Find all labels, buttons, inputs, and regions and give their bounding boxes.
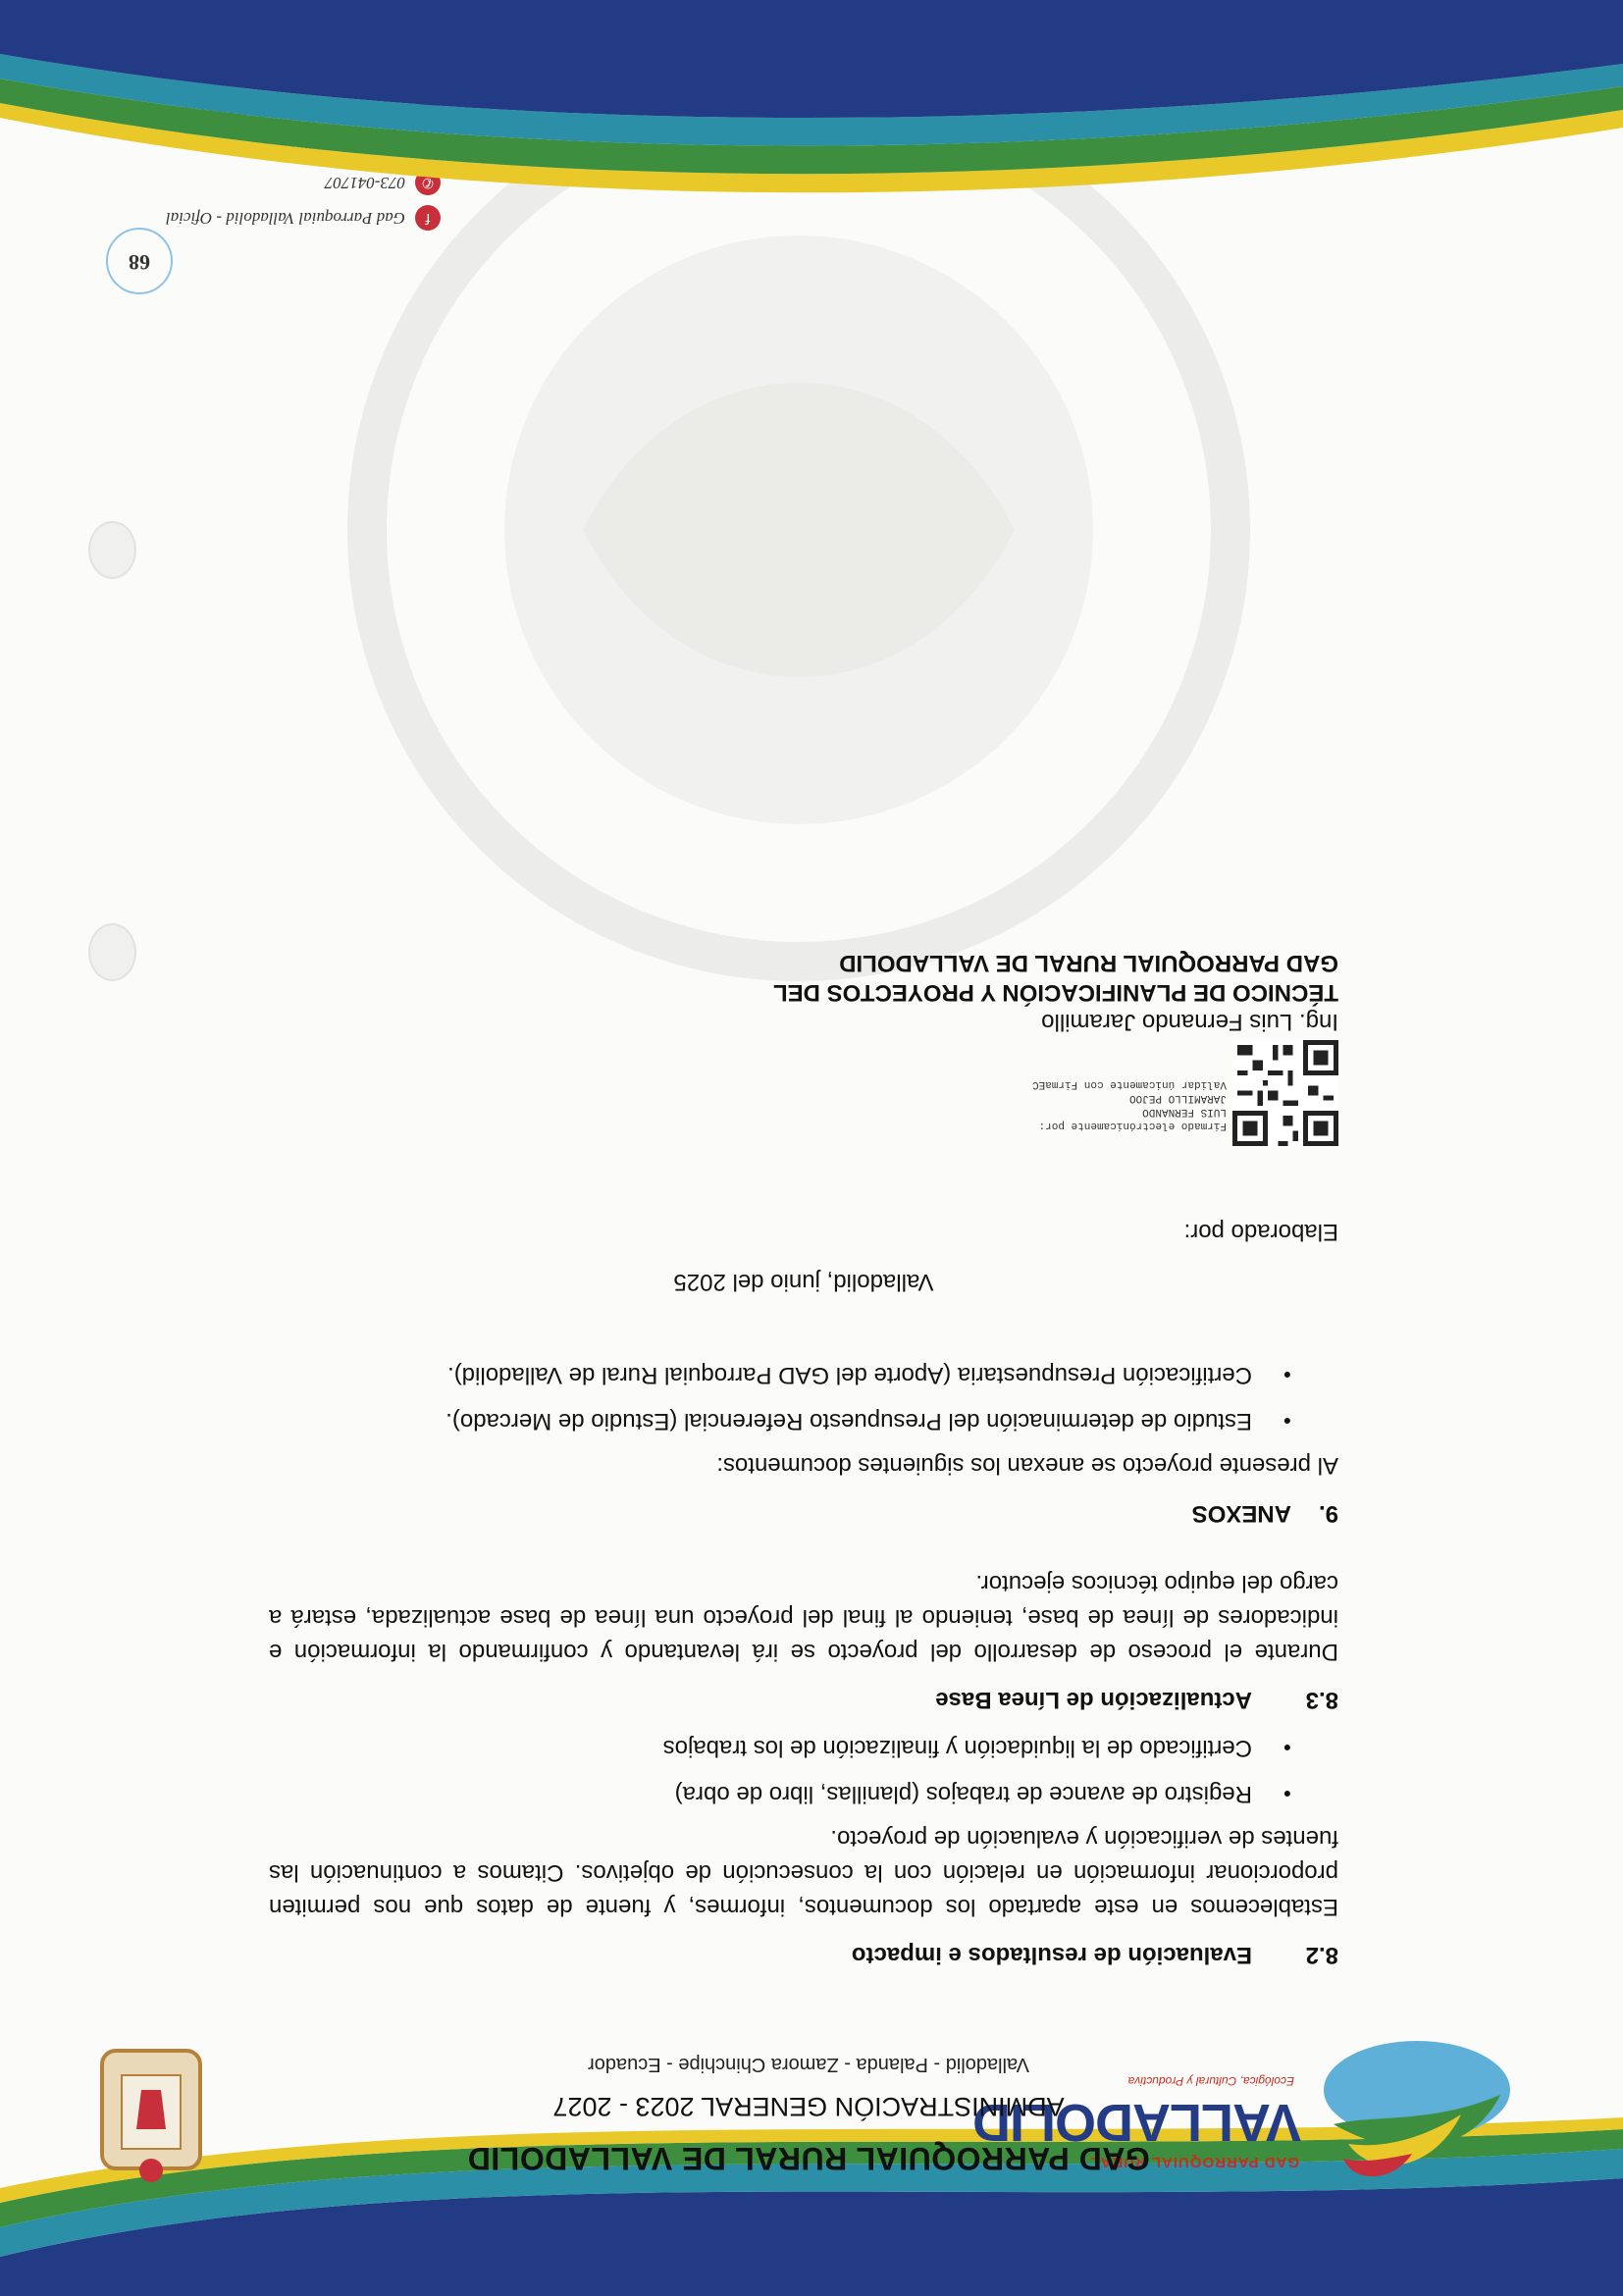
electronic-signature <box>269 1040 1338 1146</box>
section-number: 9. <box>1318 1500 1338 1527</box>
organization-title: GAD PARROQUIAL RURAL DE VALLADOLID <box>467 2141 1150 2176</box>
contact-text: 073-041707 <box>324 174 405 192</box>
date-line: Valladolid, junio del 2025 <box>673 1269 934 1295</box>
list-item: ● Certificado de la liquidación y finalización de los trabajos <box>269 1731 1291 1765</box>
section-heading-9 <box>269 1496 1338 1531</box>
qr-code-icon <box>1232 1040 1338 1146</box>
section-number: 8.2 <box>1305 1942 1338 1968</box>
page-number: 68 <box>106 228 173 294</box>
facebook-icon: f <box>415 205 441 231</box>
signature-line: JARAMILLO PEJOO <box>1128 1092 1227 1104</box>
section-heading-8-2 <box>269 1938 1338 1972</box>
binder-hole <box>88 521 136 579</box>
section-8-2-list <box>269 1731 1338 1811</box>
list-item: ● Estudio de determinación del Presupuesto Referencial (Estudio de Mercado). <box>269 1404 1291 1438</box>
document-body <box>269 948 1338 1972</box>
section-heading-8-3 <box>269 1683 1338 1717</box>
brand-name: VALLADOLID <box>973 2093 1301 2152</box>
contact-text: Gad Parroquial Valladolid - Oficial <box>166 209 405 228</box>
annex-list <box>269 1358 1338 1438</box>
brand-subtitle: GAD PARROQUIAL RURAL <box>1089 2154 1299 2170</box>
section-title: ANEXOS <box>1191 1500 1291 1527</box>
parish-crest-icon <box>92 2041 210 2188</box>
location-line: Valladolid - Palanda - Zamora Chinchipe - Ecuador <box>588 2054 1029 2075</box>
section-9-intro: Al presente proyecto se anexan los siguientes documentos: <box>716 1452 1338 1479</box>
list-item: ● Certificación Presupuestaria (Aporte del GAD Parroquial Rural de Valladolid). <box>269 1358 1291 1392</box>
section-title: Evaluación de resultados e impacto <box>851 1942 1252 1968</box>
document-header <box>0 2021 1623 2237</box>
signer-role-line: TÉCNICO DE PLANIFICACIÓN Y PROYECTOS DEL <box>772 979 1338 1006</box>
signer-name: Ing. Luis Fernando Jaramillo <box>1041 1009 1338 1035</box>
signature-line: Validar únicamente con FirmaEC <box>1031 1078 1227 1090</box>
administration-title: ADMINISTRACIÓN GENERAL 2023 - 2027 <box>552 2092 1065 2121</box>
phone-icon: ✆ <box>415 170 441 195</box>
binder-hole <box>88 923 136 981</box>
footer-wave-band <box>0 0 1623 265</box>
section-8-3-paragraph: Durante el proceso de desarrollo del proyecto se irá levantando y confirmando la información e indicadores de línea de base, teniendo al final del proyecto una línea de base actualizada, estará a cargo del equipo técnicos ejecutor. <box>269 1570 1338 1665</box>
signer-block <box>269 948 1338 1036</box>
signature-line: LUIS FERNANDO <box>1142 1106 1227 1118</box>
brand-tagline: Ecológica, Cultural y Productiva <box>1127 2074 1294 2088</box>
prepared-by-label: Elaborado por: <box>1183 1219 1338 1245</box>
section-number: 8.3 <box>1305 1687 1338 1713</box>
section-8-2-paragraph: Establecemos en este apartado los documentos, informes, y fuente de datos que nos permiten proporcionar información en relación con la consecución de objetivos. Citamos a continuación las fuentes de verificación y evaluación de proyecto. <box>269 1825 1338 1920</box>
list-item: ● Registro de avance de trabajos (planillas, libro de obra) <box>269 1777 1291 1811</box>
section-title: Actualización de Línea Base <box>935 1687 1252 1713</box>
valladolid-logo-icon <box>1314 2036 1520 2183</box>
signature-line: Firmado electrónicamente por: <box>1038 1120 1227 1131</box>
signature-text <box>1032 1077 1227 1132</box>
signer-role-line: GAD PARROQUIAL RURAL DE VALLADOLID <box>839 950 1338 976</box>
